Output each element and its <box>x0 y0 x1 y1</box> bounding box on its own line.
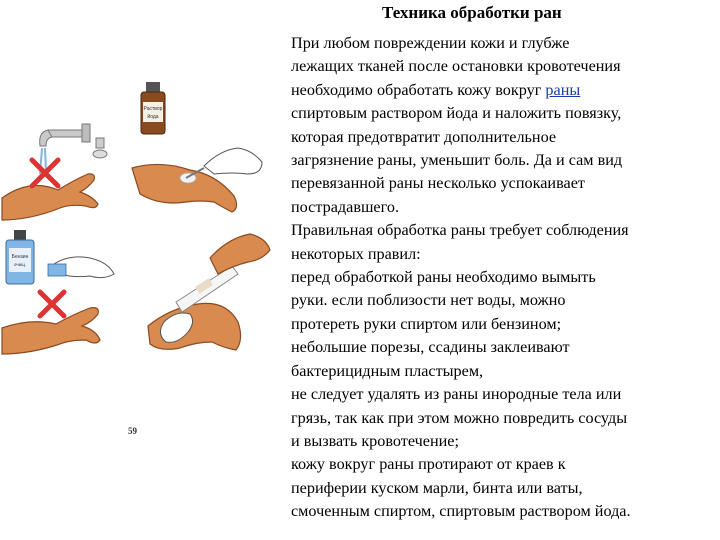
text-line: и вызвать кровотечение; <box>291 431 459 450</box>
iodine-bottle-icon <box>141 82 165 134</box>
svg-text:очищ.: очищ. <box>13 262 27 267</box>
hand-cloth <box>48 257 114 278</box>
text-line: перед обработкой раны необходимо вымыть <box>291 268 596 287</box>
text-line: Правильная обработка раны требует соблюдения <box>291 221 629 240</box>
svg-text:йода: йода <box>147 114 159 120</box>
text-line: При любом повреждении кожи и глубже <box>291 34 570 52</box>
text-line: пострадавшего. <box>291 197 399 216</box>
text-line: которая предотвратит дополнительное <box>291 127 557 146</box>
body-text <box>291 32 719 524</box>
text-line: некоторых правил: <box>291 244 421 263</box>
text-line: лежащих тканей после остановки кровотечения <box>291 57 621 76</box>
page-number: 59 <box>128 426 137 436</box>
text-line: перевязанной раны несколько успокаивает <box>291 174 585 193</box>
wound-treatment-illustration <box>0 78 272 438</box>
svg-text:Раствор: Раствор <box>143 106 163 112</box>
text-line: загрязнение раны, уменьшит боль. Да и сам вид <box>291 151 623 170</box>
text-line: кожу вокруг раны протирают от краев к <box>291 455 566 474</box>
red-x-icon-bottom <box>40 292 64 316</box>
wound-link[interactable]: раны <box>545 80 581 99</box>
text-line: спиртовым раствором йода и наложить повязку, <box>291 104 622 123</box>
svg-text:Бензин: Бензин <box>11 254 29 260</box>
benzine-bottle-icon <box>6 230 34 284</box>
text-line: руки. если поблизости нет воды, можно <box>291 291 566 310</box>
arm-bottom-left <box>2 308 100 354</box>
text-line: не следует удалять из раны инородные тела или <box>291 385 622 404</box>
text-line: необходимо обработать кожу вокруг раны <box>291 80 581 99</box>
text-line: периферии куском марли, бинта или ваты, <box>291 478 583 497</box>
text-line: небольшие порезы, ссадины заклеивают <box>291 338 570 357</box>
text-line: протереть руки спиртом или бензином; <box>291 314 562 333</box>
text-line: смоченным спиртом, спиртовым раствором йода. <box>291 502 631 521</box>
page-title: Техника обработки ран <box>382 3 562 22</box>
text-line: бактерицидным пластырем, <box>291 361 484 380</box>
text-line: грязь, так как при этом можно повредить сосуды <box>291 408 628 427</box>
hand-upper <box>210 234 270 274</box>
